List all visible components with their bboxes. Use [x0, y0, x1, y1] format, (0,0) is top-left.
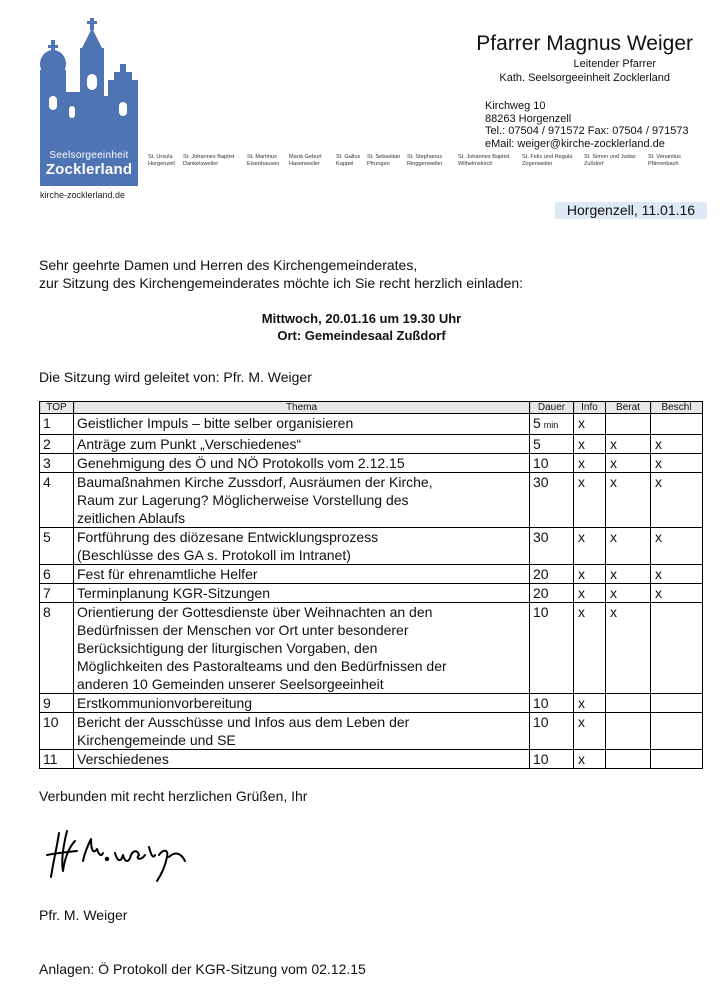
agenda-duration: [530, 750, 574, 769]
agenda-topic-line: Raum zur Lagerung? Möglicherweise Vorstellung des: [77, 492, 409, 508]
agenda-topic-line: Erstkommunionvorbereitung: [77, 695, 253, 711]
parish-place: Eisenhausen: [247, 160, 280, 167]
parish-name: Mariä Geburt: [289, 154, 322, 160]
agenda-row: [40, 473, 703, 528]
agenda-berat-mark: x: [606, 473, 651, 528]
sender-name: Pfarrer Magnus Weiger: [476, 32, 693, 55]
agenda-info-mark: x: [574, 750, 606, 769]
agenda-info-mark: x: [574, 565, 606, 584]
parish-item: [648, 154, 681, 167]
duration-unit: min: [543, 420, 559, 430]
agenda-berat-mark: [606, 694, 651, 713]
greeting-line-2: zur Sitzung des Kirchengemeinderates möchte ich Sie recht herzlich einladen:: [39, 275, 524, 291]
agenda-info-mark: x: [574, 584, 606, 603]
agenda-berat-mark: [606, 750, 651, 769]
agenda-row: [40, 603, 703, 694]
sender-role: Leitender Pfarrer: [573, 58, 656, 70]
parish-name: St. Venantius: [648, 154, 681, 160]
agenda-topic-line: Genehmigung des Ö und NÖ Protokolls vom 2.12.15: [77, 455, 405, 471]
duration-value: 5: [533, 436, 541, 452]
agenda-top-number: 3: [40, 454, 74, 473]
agenda-topic-line: zeitlichen Ablaufs: [77, 510, 186, 526]
agenda-topic: [74, 603, 530, 694]
agenda-topic-line: (Beschlüsse des GA s. Protokoll im Intranet): [77, 547, 351, 563]
agenda-duration: [530, 528, 574, 565]
duration-value: 10: [533, 604, 549, 620]
logo-url[interactable]: kirche-zocklerland.de: [40, 190, 126, 200]
agenda-topic: [74, 694, 530, 713]
agenda-topic: [74, 435, 530, 454]
agenda-topic: [74, 565, 530, 584]
logo-line-1: Seelsorgeeinheit: [49, 150, 129, 161]
agenda-beschl-mark: x: [651, 565, 703, 584]
agenda-top-number: 5: [40, 528, 74, 565]
agenda-beschl-mark: x: [651, 473, 703, 528]
agenda-topic-line: Fortführung des diözesane Entwicklungsprozess: [77, 529, 379, 545]
agenda-topic-line: Bedürfnissen der Menschen vor Ort unter besonderer: [77, 622, 409, 638]
agenda-row: [40, 713, 703, 750]
duration-value: 5: [533, 415, 541, 431]
agenda-berat-mark: x: [606, 454, 651, 473]
agenda-topic: [74, 713, 530, 750]
agenda-berat-mark: x: [606, 435, 651, 454]
agenda-top-number: 4: [40, 473, 74, 528]
parish-place: Pfrungen: [367, 160, 390, 167]
agenda-top-number: 9: [40, 694, 74, 713]
agenda-beschl-mark: [651, 603, 703, 694]
address-city: 88263 Horgenzell: [485, 112, 572, 125]
logo-line-2: Zocklerland: [45, 161, 133, 178]
agenda-info-mark: x: [574, 603, 606, 694]
agenda-beschl-mark: x: [651, 435, 703, 454]
parish-name: St. Gallus: [336, 154, 361, 160]
agenda-beschl-mark: [651, 713, 703, 750]
agenda-topic-line: Kirchengemeinde und SE: [77, 732, 236, 748]
agenda-topic-line: Terminplanung KGR-Sitzungen: [77, 585, 270, 601]
agenda-topic-line: Bericht der Ausschüsse und Infos aus dem Leben der: [77, 714, 410, 730]
parish-name: St. Simon und Judas: [584, 154, 636, 160]
agenda-topic-line: Anträge zum Punkt „Verschiedenes“: [77, 436, 302, 452]
parish-list: [148, 154, 708, 174]
agenda-topic-line: Fest für ehrenamtliche Helfer: [77, 566, 258, 582]
agenda-topic: [74, 454, 530, 473]
agenda-duration: [530, 565, 574, 584]
parish-name: St. Felix und Regula: [522, 154, 573, 160]
agenda-topic-line: anderen 10 Gemeinden unserer Seelsorgeeinheit: [77, 676, 384, 692]
agenda-topic: [74, 584, 530, 603]
parish-name: St. Ursula: [148, 154, 173, 160]
agenda-duration: [530, 694, 574, 713]
header-dauer: Dauer: [530, 402, 574, 414]
parish-item: [458, 154, 509, 167]
meeting-location: Ort: Gemeindesaal Zußdorf: [277, 328, 446, 343]
signer-name: Pfr. M. Weiger: [39, 907, 128, 923]
logo-banner: [40, 132, 138, 186]
agenda-top-number: 6: [40, 565, 74, 584]
agenda-berat-mark: x: [606, 528, 651, 565]
letter-date: Horgenzell, 11.01.16: [555, 202, 707, 219]
agenda-info-mark: x: [574, 694, 606, 713]
parish-item: [407, 154, 442, 167]
agenda-topic-line: Berücksichtigung der liturgischen Vorgaben, den: [77, 640, 378, 656]
parish-name: St. Martinus: [247, 154, 277, 160]
agenda-duration: [530, 713, 574, 750]
duration-value: 30: [533, 474, 549, 490]
agenda-duration: [530, 473, 574, 528]
agenda-topic: [74, 750, 530, 769]
parish-item: [289, 154, 322, 167]
handwritten-signature: [45, 825, 195, 885]
agenda-row: [40, 454, 703, 473]
agenda-duration: [530, 603, 574, 694]
agenda-top-number: 10: [40, 713, 74, 750]
parish-item: [584, 154, 636, 167]
sender-address: [485, 100, 689, 150]
agenda-top-number: 1: [40, 414, 74, 435]
agenda-row: [40, 565, 703, 584]
duration-value: 30: [533, 529, 549, 545]
duration-value: 10: [533, 714, 549, 730]
meeting-time: Mittwoch, 20.01.16 um 19.30 Uhr: [261, 311, 462, 326]
header-berat: Berat: [606, 402, 651, 414]
agenda-topic-line: Baumaßnahmen Kirche Zussdorf, Ausräumen der Kirche,: [77, 474, 433, 490]
parish-item: [336, 154, 360, 167]
agenda-berat-mark: [606, 414, 651, 435]
agenda-topic-line: Möglichkeiten des Pastoralteams und den Bedürfnissen der: [77, 658, 447, 674]
meeting-chair: Die Sitzung wird geleitet von: Pfr. M. Weiger: [39, 369, 312, 385]
agenda-info-mark: x: [574, 414, 606, 435]
address-email[interactable]: eMail: weiger@kirche-zocklerland.de: [485, 137, 665, 150]
agenda-row: [40, 414, 703, 435]
duration-value: 10: [533, 695, 549, 711]
parish-name: St. Stephanus: [407, 154, 443, 160]
agenda-top-number: 11: [40, 750, 74, 769]
agenda-beschl-mark: x: [651, 454, 703, 473]
header-beschl: Beschl: [651, 402, 703, 414]
parish-place: Kappel: [336, 160, 354, 167]
duration-value: 20: [533, 566, 549, 582]
agenda-row: [40, 435, 703, 454]
agenda-berat-mark: [606, 713, 651, 750]
agenda-berat-mark: x: [606, 603, 651, 694]
parish-item: [367, 154, 400, 167]
parish-place: Ringgenweiler: [407, 160, 443, 167]
parish-place: Zußdorf: [584, 160, 604, 167]
agenda-topic: [74, 473, 530, 528]
parish-name: St. Johannes Baptist: [183, 154, 235, 160]
closing-phrase: Verbunden mit recht herzlichen Grüßen, Ihr: [39, 788, 308, 804]
parish-place: Danketsweiler: [183, 160, 219, 167]
sender-organization: Kath. Seelsorgeeinheit Zocklerland: [499, 72, 670, 84]
agenda-row: [40, 584, 703, 603]
agenda-info-mark: x: [574, 435, 606, 454]
agenda-info-mark: x: [574, 713, 606, 750]
agenda-top-number: 2: [40, 435, 74, 454]
parish-item: [183, 154, 234, 167]
address-phone: Tel.: 07504 / 971572 Fax: 07504 / 971573: [485, 125, 689, 138]
greeting-line-1: Sehr geehrte Damen und Herren des Kirchengemeinderates,: [39, 257, 418, 273]
agenda-berat-mark: x: [606, 584, 651, 603]
agenda-topic: [74, 528, 530, 565]
agenda-info-mark: x: [574, 454, 606, 473]
header-top: TOP: [40, 402, 74, 414]
agenda-duration: [530, 454, 574, 473]
agenda-beschl-mark: [651, 750, 703, 769]
duration-value: 10: [533, 455, 549, 471]
parish-name: St. Johannes Baptist: [458, 154, 510, 160]
parish-place: Hasenweiler: [289, 160, 320, 167]
header-thema: Thema: [74, 402, 530, 414]
agenda-topic-line: Verschiedenes: [77, 751, 169, 767]
agenda-top-number: 7: [40, 584, 74, 603]
parish-name: St. Sebastian: [367, 154, 401, 160]
header-info: Info: [574, 402, 606, 414]
address-street: Kirchweg 10: [485, 100, 546, 112]
agenda-row: [40, 528, 703, 565]
agenda-berat-mark: x: [606, 565, 651, 584]
agenda-beschl-mark: x: [651, 584, 703, 603]
agenda-duration: [530, 435, 574, 454]
agenda-info-mark: x: [574, 473, 606, 528]
agenda-duration: [530, 584, 574, 603]
agenda-beschl-mark: [651, 414, 703, 435]
agenda-topic-line: Orientierung der Gottesdienste über Weihnachten an den: [77, 604, 433, 620]
attachments-note: Anlagen: Ö Protokoll der KGR-Sitzung vom 02.12.15: [39, 961, 366, 977]
agenda-topic-line: Geistlicher Impuls – bitte selber organisieren: [77, 415, 354, 431]
parish-item: [148, 154, 175, 167]
agenda-row: [40, 694, 703, 713]
agenda-duration: [530, 414, 574, 435]
duration-value: 20: [533, 585, 549, 601]
parish-place: Wilhelmskirch: [458, 160, 493, 167]
agenda-table: [39, 401, 703, 769]
agenda-top-number: 8: [40, 603, 74, 694]
agenda-header-row: [40, 402, 703, 414]
agenda-topic: [74, 414, 530, 435]
duration-value: 10: [533, 751, 549, 767]
agenda-info-mark: x: [574, 528, 606, 565]
agenda-beschl-mark: [651, 694, 703, 713]
parish-item: [522, 154, 572, 167]
agenda-beschl-mark: x: [651, 528, 703, 565]
parish-item: [247, 154, 279, 167]
parish-place: Zogenweiler: [522, 160, 553, 167]
parish-place: Pfärrenbach: [648, 160, 679, 167]
agenda-row: [40, 750, 703, 769]
parish-place: Horgenzell: [148, 160, 175, 167]
